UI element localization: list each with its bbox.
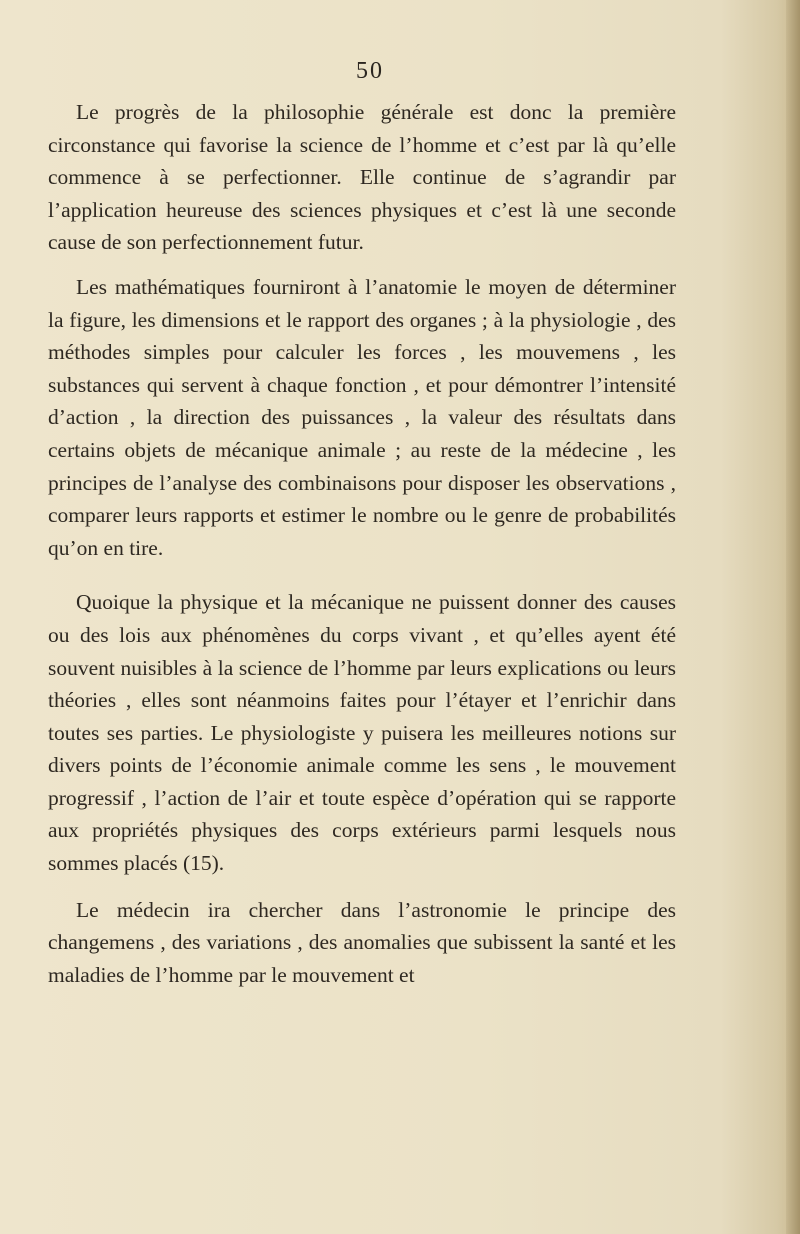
page-edge (786, 0, 800, 1234)
paragraph-2: Les mathématiques fourniront à l’anatomie le moyen de déterminer la figure, les dimensions et le rapport des organes ; à la physiologie , des méthodes simples pour calculer les forces , les mouvemens , les substances qui servent à chaque fonction , et pour démontrer l’intensité d’action , la direction des puissances , la valeur des résultats dans certains objets de mécanique animale ; au reste de la médecine , les principes de l’analyse des combinaisons pour disposer les observations , comparer leurs rapports et estimer le nombre ou le genre de probabilités qu’on en tire. (48, 274, 676, 560)
paragraph-4: Le médecin ira chercher dans l’astronomie le principe des changemens , des variations , des anomalies que subissent la santé et les maladies de l’homme par le mouvement et (48, 897, 676, 987)
paragraph-3: Quoique la physique et la mécanique ne puissent donner des causes ou des lois aux phénomènes du corps vivant , et qu’elles ayent été souvent nuisibles à la science de l’homme par leurs explications ou leurs théories , elles sont néanmoins faites pour l’étayer et l’enrichir dans toutes ses parties. Le physiologiste y puisera les meilleures notions sur divers points de l’économie animale comme les sens , le mouvement progressif , l’action de l’air et toute espèce d’opération qui se rapporte aux propriétés physiques des corps extérieurs parmi lesquels nous sommes placés (15). (48, 590, 676, 876)
body-text (48, 96, 676, 1005)
page-number: 50 (356, 58, 384, 84)
paragraph-1: Le progrès de la philosophie générale est donc la première circonstance qui favorise la science de l’homme et c’est par là qu’elle commence à se perfectionner. Elle continue de s’agrandir par l’application heureuse des sciences physiques et c’est là une seconde cause de son perfectionnement futur. (48, 100, 676, 255)
